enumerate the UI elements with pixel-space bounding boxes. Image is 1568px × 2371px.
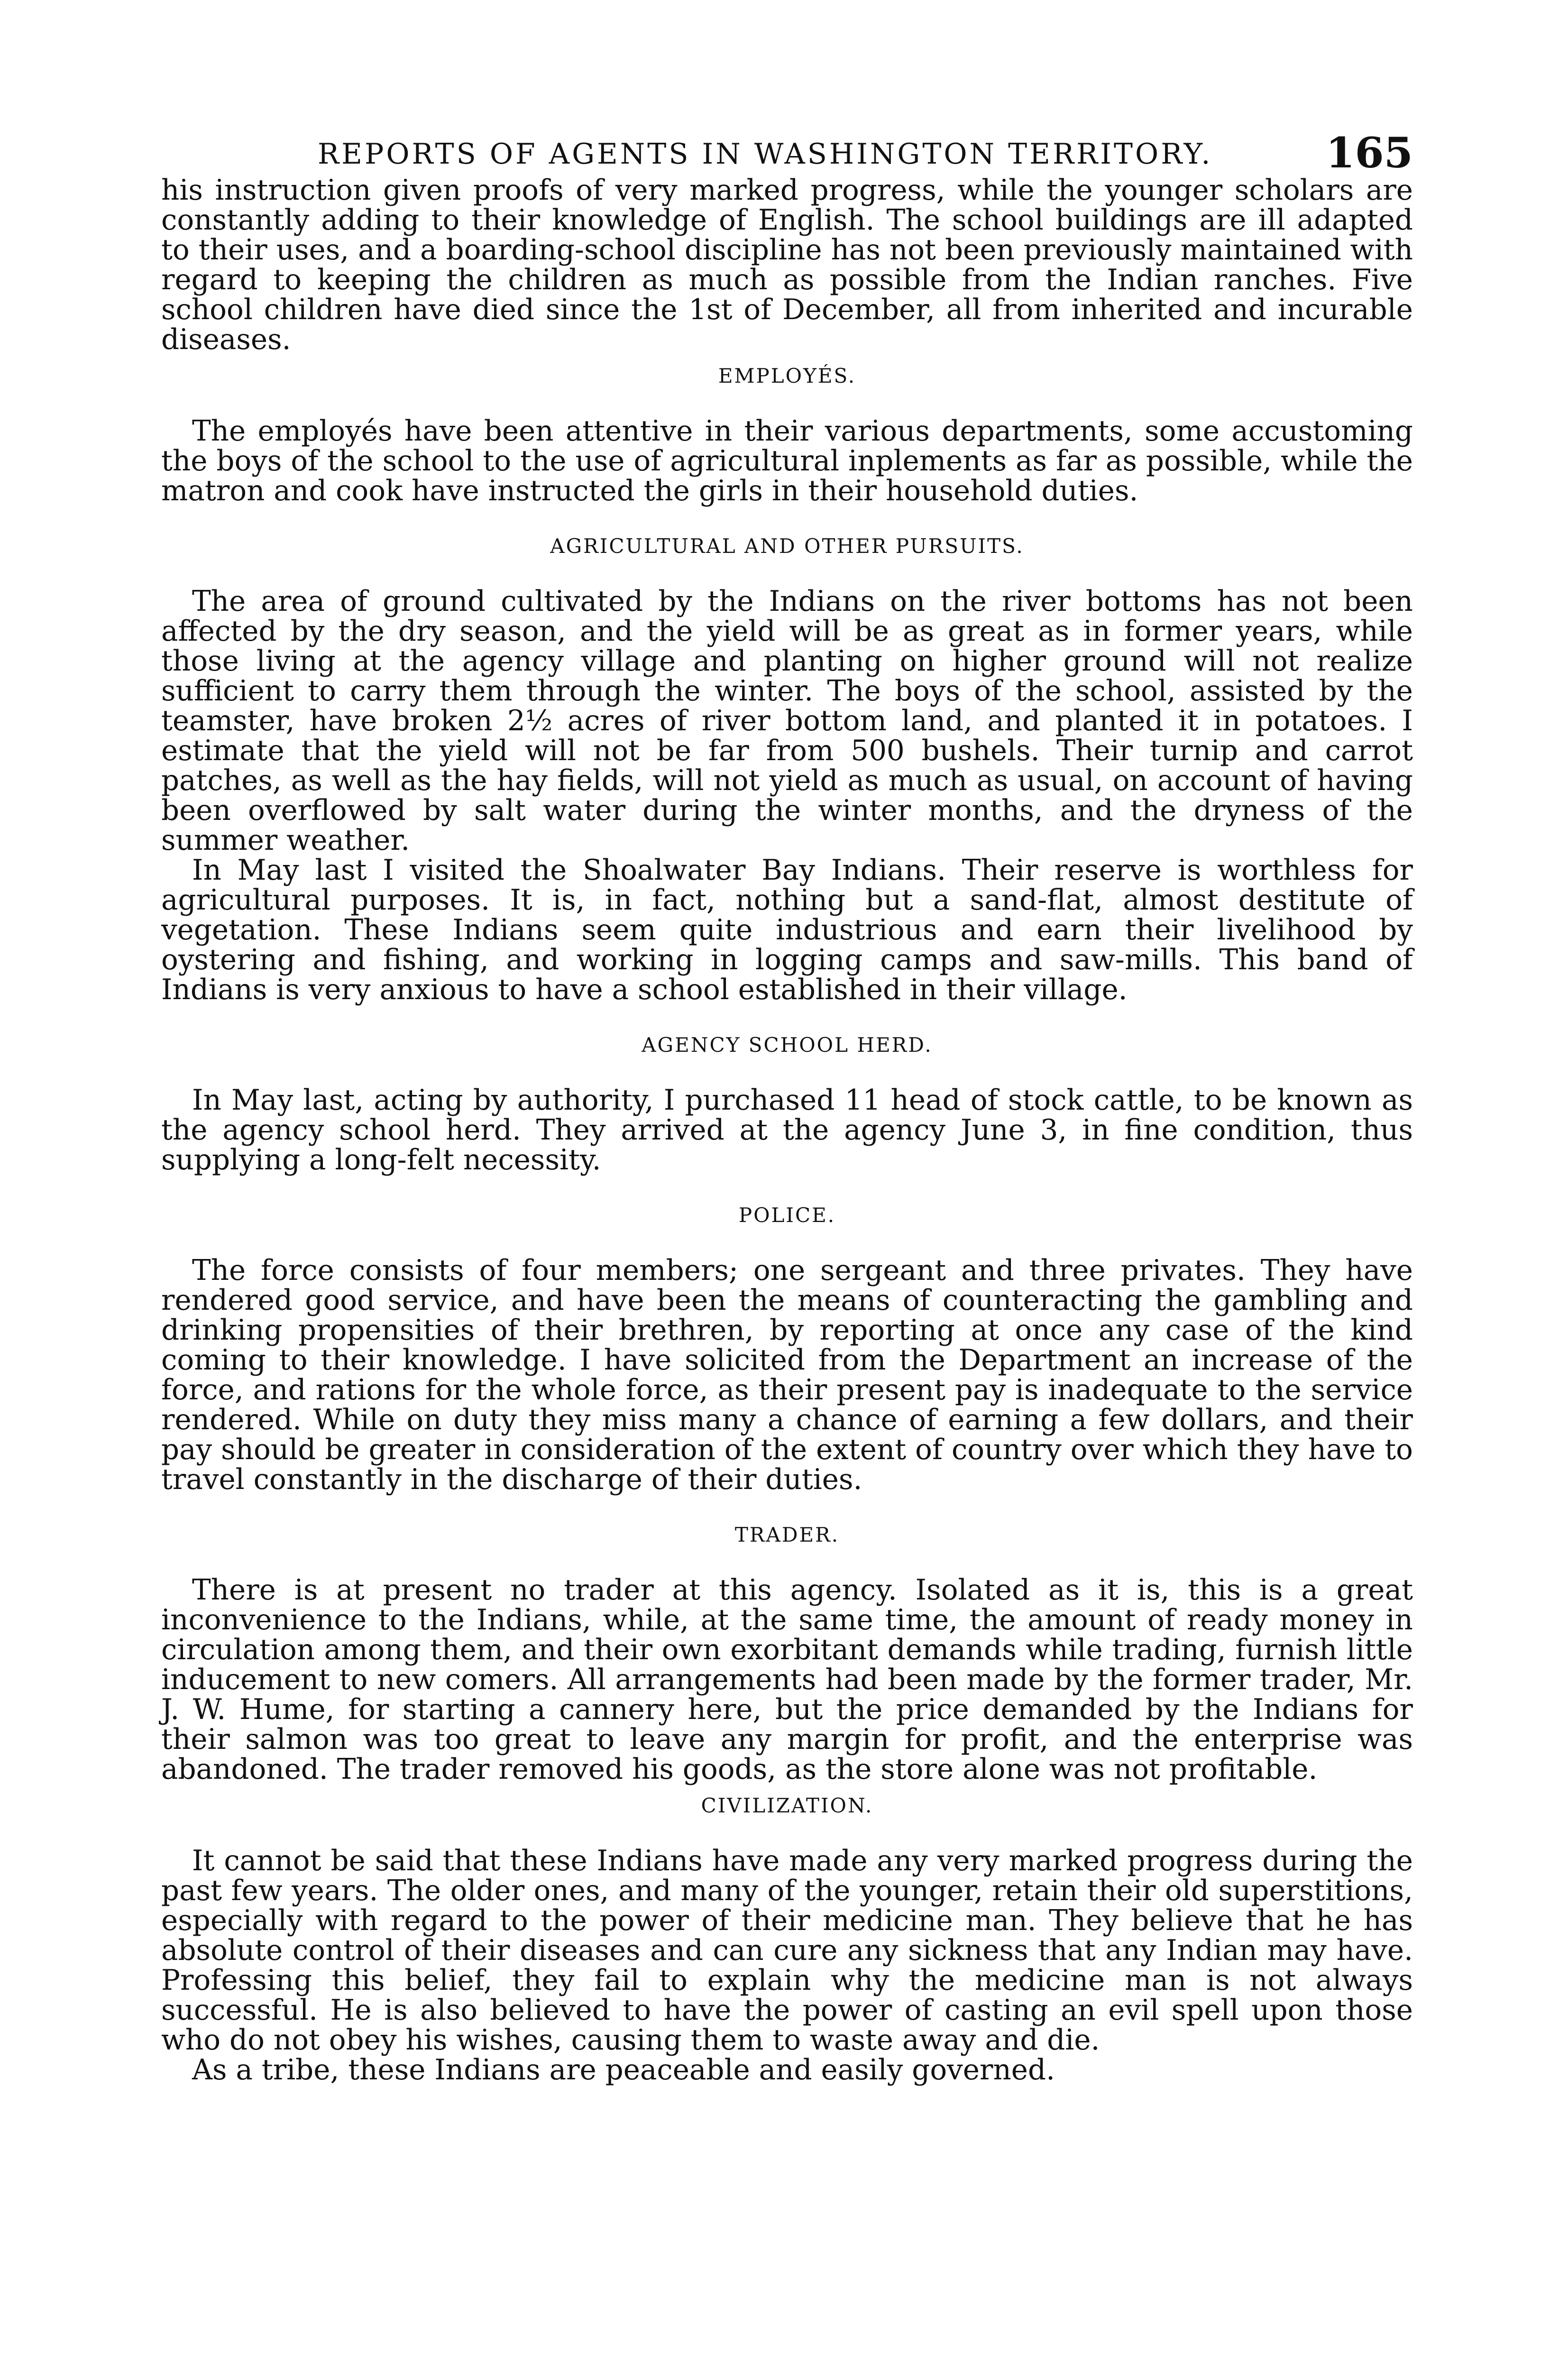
section-heading-trader: TRADER.	[734, 1523, 840, 1546]
agricultural-paragraph-1: The area of ground cultivated by the Indians on the river bottoms has not been affected by the dry season, and the yield will be as great as in former years, while those living at the agency village and planting on higher ground will not realize sufficient to carry them through the winter. The boys of the school, assisted by the teamster, have broken 2½ acres of river bottom land, and planted it in potatoes. I estimate that the yield will not be far from 500 bushels. Their turnip and carrot patches, as well as the hay fields, will not yield as much as usual, on account of having been overflowed by salt water during the winter months, and the dryness of the summer weather.	[161, 585, 1413, 857]
trader-paragraph: There is at present no trader at this agency. Isolated as it is, this is a great inconvenience to the Indians, while, at the same time, the amount of ready money in circulation among them, and their own exorbitant demands while trading, furnish little inducement to new comers. All arrangements had been made by the former trader, Mr. J. W. Hume, for starting a cannery here, but the price demanded by the Indians for their salmon was too great to leave any margin for profit, and the enterprise was abandoned. The trader removed his goods, as the store alone was not profitable.	[161, 1574, 1413, 1786]
intro-paragraph: his instruction given proofs of very marked progress, while the younger scholars are constantly adding to their knowledge of English. The school buildings are ill adapted to their uses, and a boarding-school discipline has not been previously maintained with regard to keeping the children as much as possible from the Indian ranches. Five school children have died since the 1st of December, all from inherited and incurable diseases.	[161, 174, 1413, 356]
running-title: REPORTS OF AGENTS IN WASHINGTON TERRITORY.	[318, 138, 1213, 171]
civilization-paragraph-1: It cannot be said that these Indians have made any very marked progress during the past few years. The older ones, and many of the younger, retain their old superstitions, especially with regard to the power of their medicine man. They believe that he has absolute control of their diseases and can cure any sickness that any Indian may have. Professing this belief, they fail to explain why the medicine man is not always successful. He is also believed to have the power of casting an evil spell upon those who do not obey his wishes, causing them to waste away and die.	[161, 1845, 1413, 2057]
employes-paragraph: The employés have been attentive in their various departments, some accustoming the boys of the school to the use of agricultural inplements as far as possible, while the matron and cook have instructed the girls in their household duties.	[161, 415, 1413, 507]
section-heading-agricultural: AGRICULTURAL AND OTHER PURSUITS.	[550, 534, 1024, 558]
section-heading-police: POLICE.	[738, 1204, 836, 1227]
section-heading-herd: AGENCY SCHOOL HERD.	[642, 1033, 933, 1057]
civilization-paragraph-2: As a tribe, these Indians are peaceable and easily governed.	[192, 2054, 1055, 2086]
agricultural-paragraph-2: In May last I visited the Shoalwater Bay Indians. Their reserve is worthless for agricultural purposes. It is, in fact, nothing but a sand-flat, almost destitute of vegetation. These Indians seem quite industrious and earn their livelihood by oystering and fishing, and working in logging camps and saw-mills. This band of Indians is very anxious to have a school established in their village.	[161, 854, 1413, 1006]
running-head	[161, 119, 1413, 175]
page	[161, 119, 1413, 2085]
police-paragraph: The force consists of four members; one sergeant and three privates. They have rendered good service, and have been the means of counteracting the gambling and drinking propensities of their brethren, by reporting at once any case of the kind coming to their knowledge. I have solicited from the Department an increase of the force, and rations for the whole force, as their present pay is inadequate to the service rendered. While on duty they miss many a chance of earning a few dollars, and their pay should be greater in consideration of the extent of country over which they have to travel constantly in the discharge of their duties.	[161, 1254, 1413, 1496]
section-heading-employes: EMPLOYÉS.	[718, 364, 856, 387]
herd-paragraph: In May last, acting by authority, I purchased 11 head of stock cattle, to be known as the agency school herd. They arrived at the agency June 3, in fine condition, thus supplying a long-felt necessity.	[161, 1084, 1413, 1176]
section-heading-civilization: CIVILIZATION.	[701, 1794, 873, 1817]
page-number: 165	[1326, 128, 1413, 177]
